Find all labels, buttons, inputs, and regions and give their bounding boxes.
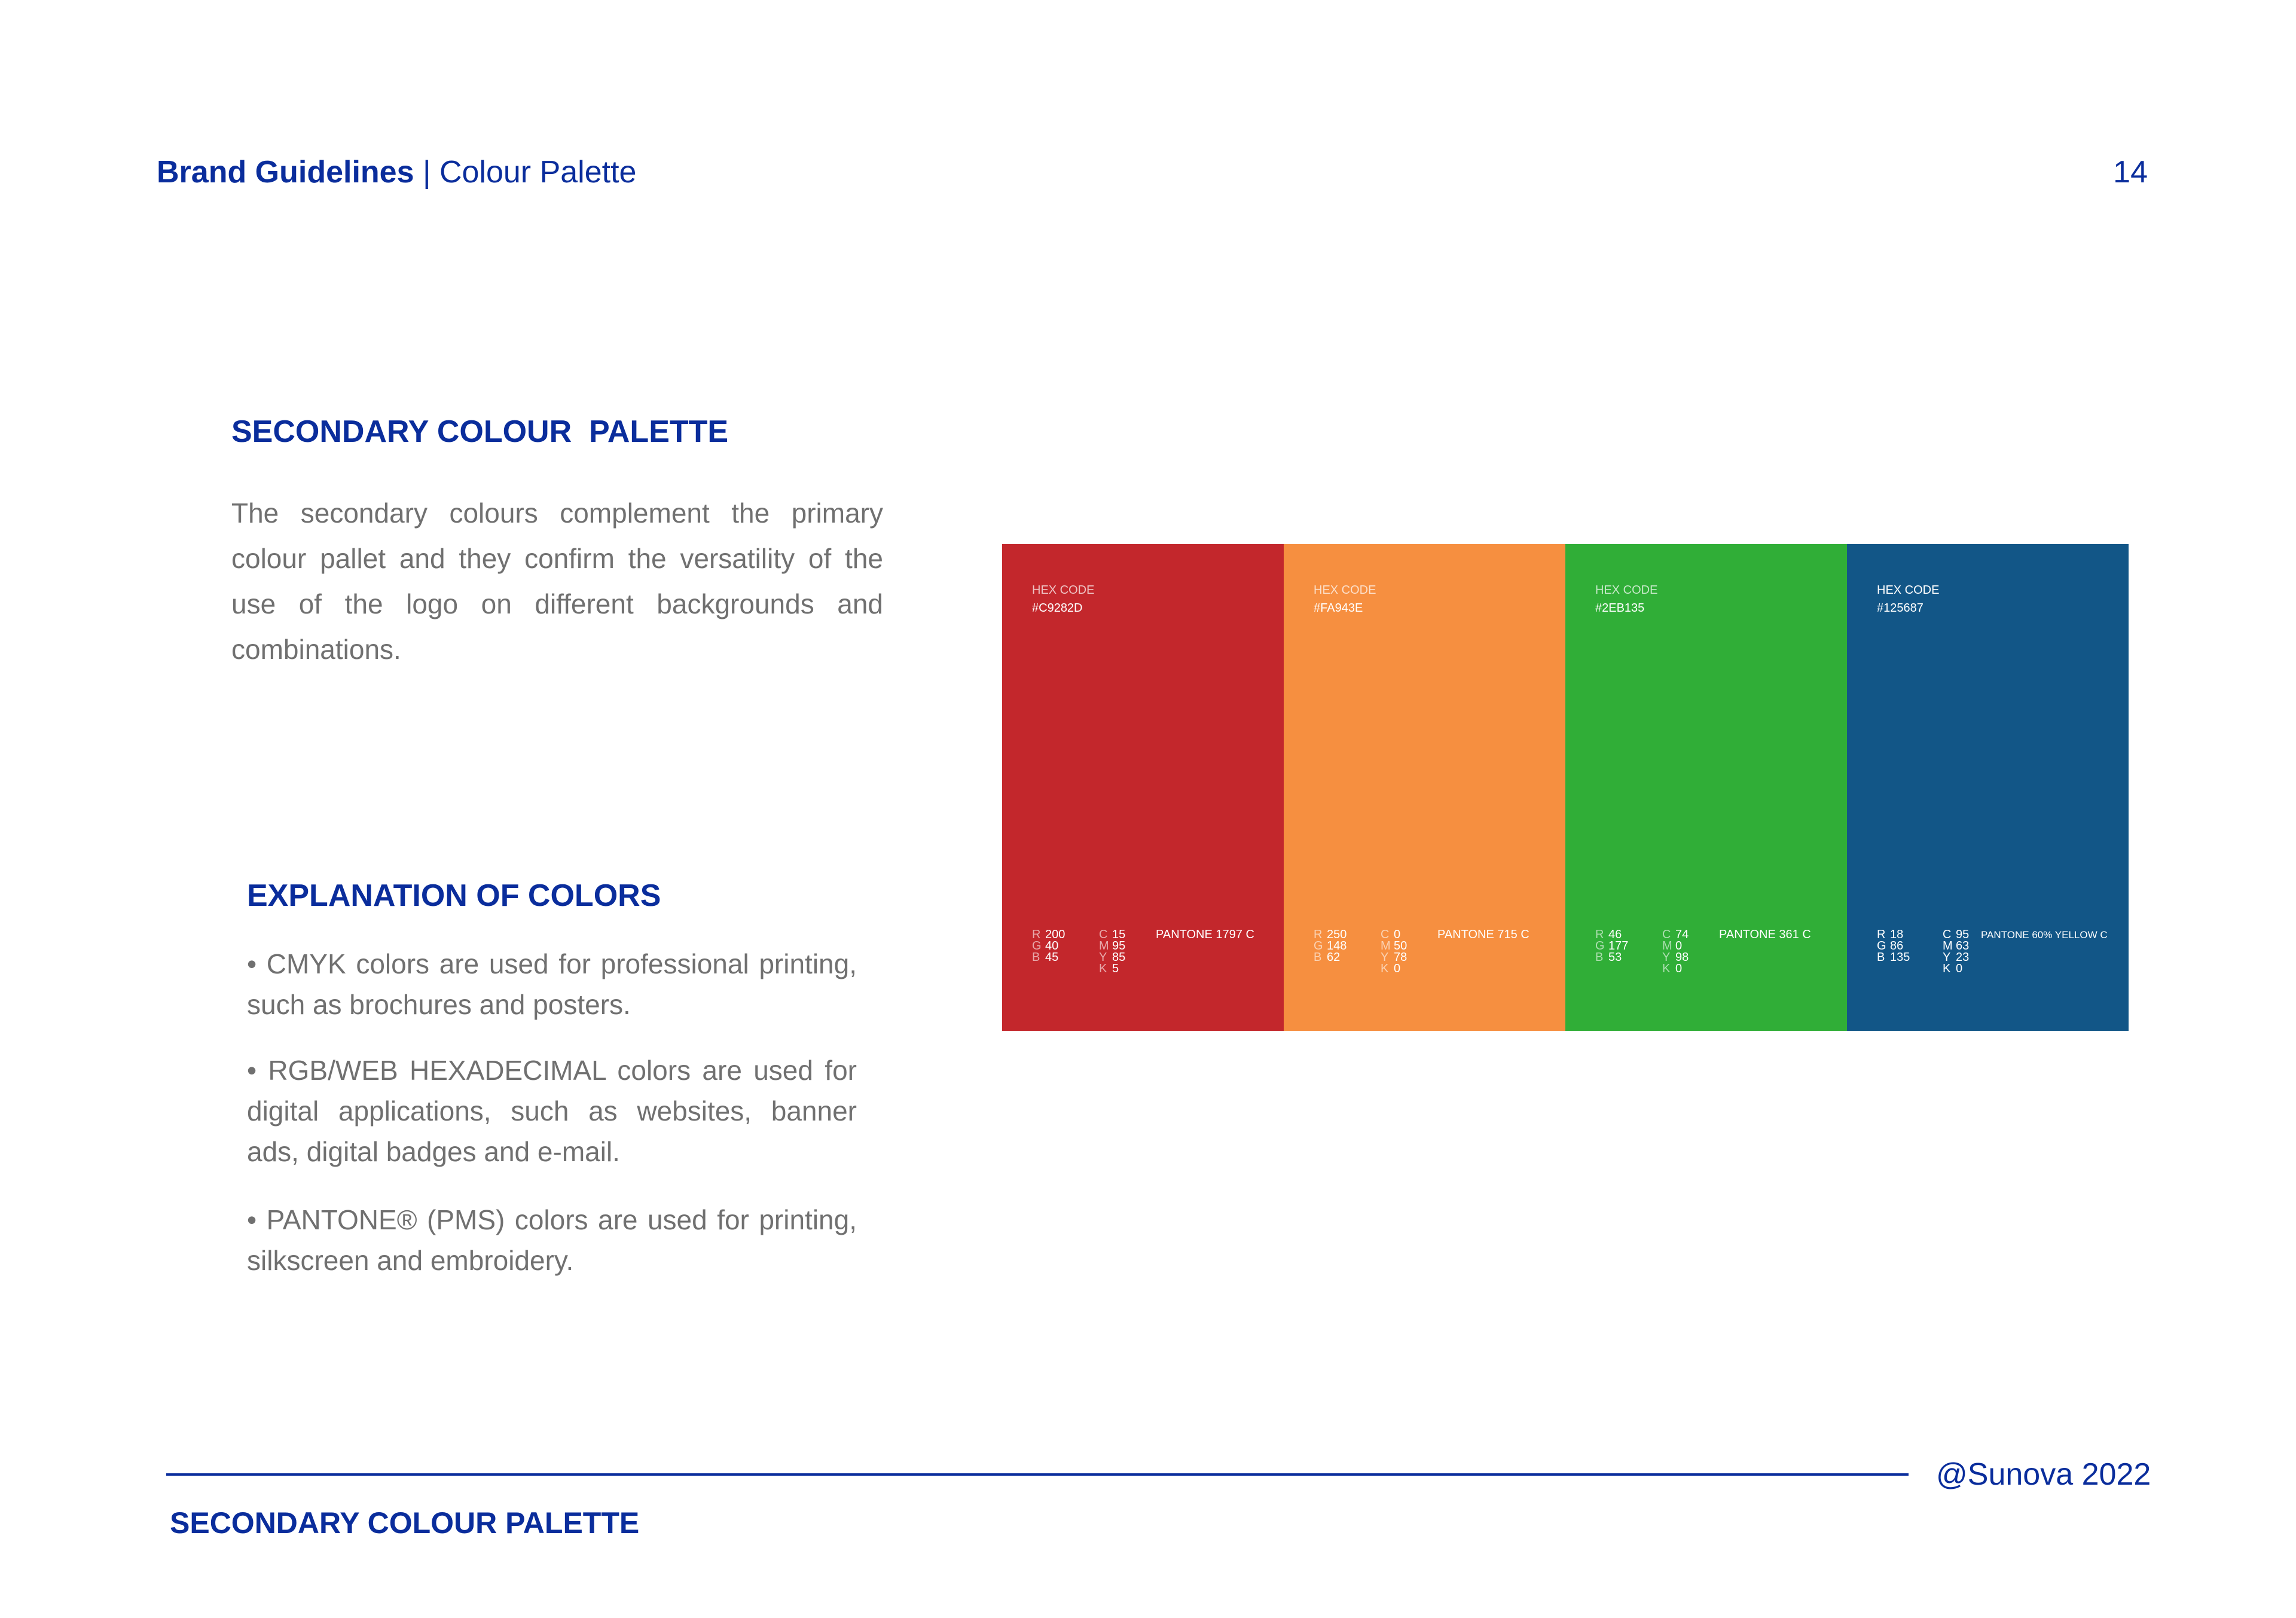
pantone-value: PANTONE 1797 C (1156, 928, 1254, 941)
cmyk-y: 23 (1956, 951, 1970, 964)
rgb-values: R 200 G 40 B 45 (1032, 928, 1065, 964)
rgb-r: 18 (1890, 928, 1904, 941)
cmyk-y: 78 (1394, 951, 1407, 964)
cmyk-c: 95 (1956, 928, 1970, 941)
pantone-value: PANTONE 60% YELLOW C (1981, 929, 2108, 941)
rgb-b: 135 (1890, 951, 1910, 964)
page-number: 14 (2113, 155, 2148, 190)
cmyk-m: 50 (1394, 939, 1407, 953)
header-section: Colour Palette (439, 155, 637, 190)
explanation-rgb: • RGB/WEB HEXADECIMAL colors are used for digital applications, such as websites, banner ads, digital badges and e-mail. (247, 1055, 857, 1167)
pantone-value: PANTONE 361 C (1719, 928, 1811, 941)
cmyk-y: 85 (1112, 951, 1126, 964)
swatch-green (1565, 544, 1847, 1031)
header-title (157, 154, 636, 190)
cmyk-values: C 74 M 0 Y 98 K 0 (1662, 928, 1689, 975)
rgb-values: R 250 G 148 B 62 (1314, 928, 1347, 964)
hex-value: #2EB135 (1595, 602, 1645, 615)
secondary-intro: The secondary colours complement the primary colour pallet and they confirm the versatility of the use of the logo on different backgrounds and combinations. (231, 497, 883, 665)
cmyk-values: C 0 M 50 Y 78 K 0 (1381, 928, 1407, 975)
copyright: @Sunova 2022 (1936, 1457, 2151, 1492)
footer-title: SECONDARY COLOUR PALETTE (170, 1506, 640, 1540)
cmyk-m: 63 (1956, 939, 1970, 953)
rgb-g: 148 (1327, 939, 1347, 953)
swatch-orange (1284, 544, 1565, 1031)
rgb-r: 46 (1608, 928, 1622, 941)
rgb-b: 53 (1608, 951, 1622, 964)
rgb-r: 200 (1045, 928, 1065, 941)
hex-value: #FA943E (1314, 602, 1363, 615)
hex-value: #125687 (1877, 602, 1923, 615)
hex-label: HEX CODE (1032, 584, 1095, 597)
hex-label: HEX CODE (1314, 584, 1376, 597)
cmyk-k: 5 (1112, 962, 1119, 975)
rgb-values: R 18 G 86 B 135 (1877, 928, 1910, 964)
cmyk-y: 98 (1675, 951, 1689, 964)
cmyk-k: 0 (1675, 962, 1683, 975)
cmyk-c: 0 (1394, 928, 1401, 941)
pantone-value: PANTONE 715 C (1437, 928, 1529, 941)
rgb-values: R 46 G 177 B 53 (1595, 928, 1629, 964)
colour-swatches (1002, 544, 2129, 1031)
rgb-b: 45 (1045, 951, 1059, 964)
hex-label: HEX CODE (1877, 584, 1940, 597)
cmyk-c: 74 (1675, 928, 1689, 941)
rgb-g: 177 (1608, 939, 1629, 953)
cmyk-m: 95 (1112, 939, 1126, 953)
rgb-g: 40 (1045, 939, 1059, 953)
rgb-b: 62 (1327, 951, 1341, 964)
header-separator: | (414, 155, 439, 190)
cmyk-k: 0 (1394, 962, 1401, 975)
explanation-heading: EXPLANATION OF COLORS (247, 878, 661, 913)
secondary-heading: SECONDARY COLOUR PALETTE (231, 414, 729, 449)
swatch-blue (1847, 544, 2129, 1031)
cmyk-k: 0 (1956, 962, 1963, 975)
footer-divider (166, 1473, 1909, 1476)
cmyk-values: C 95 M 63 Y 23 K 0 (1943, 928, 1970, 975)
cmyk-values: C 15 M 95 Y 85 K 5 (1099, 928, 1126, 975)
hex-value: #C9282D (1032, 602, 1083, 615)
hex-label: HEX CODE (1595, 584, 1658, 597)
header-brand: Brand Guidelines (157, 155, 414, 190)
cmyk-m: 0 (1675, 939, 1683, 953)
rgb-r: 250 (1327, 928, 1347, 941)
rgb-g: 86 (1890, 939, 1904, 953)
explanation-pantone: • PANTONE® (PMS) colors are used for printing, silkscreen and embroidery. (247, 1204, 857, 1276)
cmyk-c: 15 (1112, 928, 1126, 941)
explanation-cmyk: • CMYK colors are used for professional printing, such as brochures and posters. (247, 948, 857, 1020)
swatch-red (1002, 544, 1284, 1031)
